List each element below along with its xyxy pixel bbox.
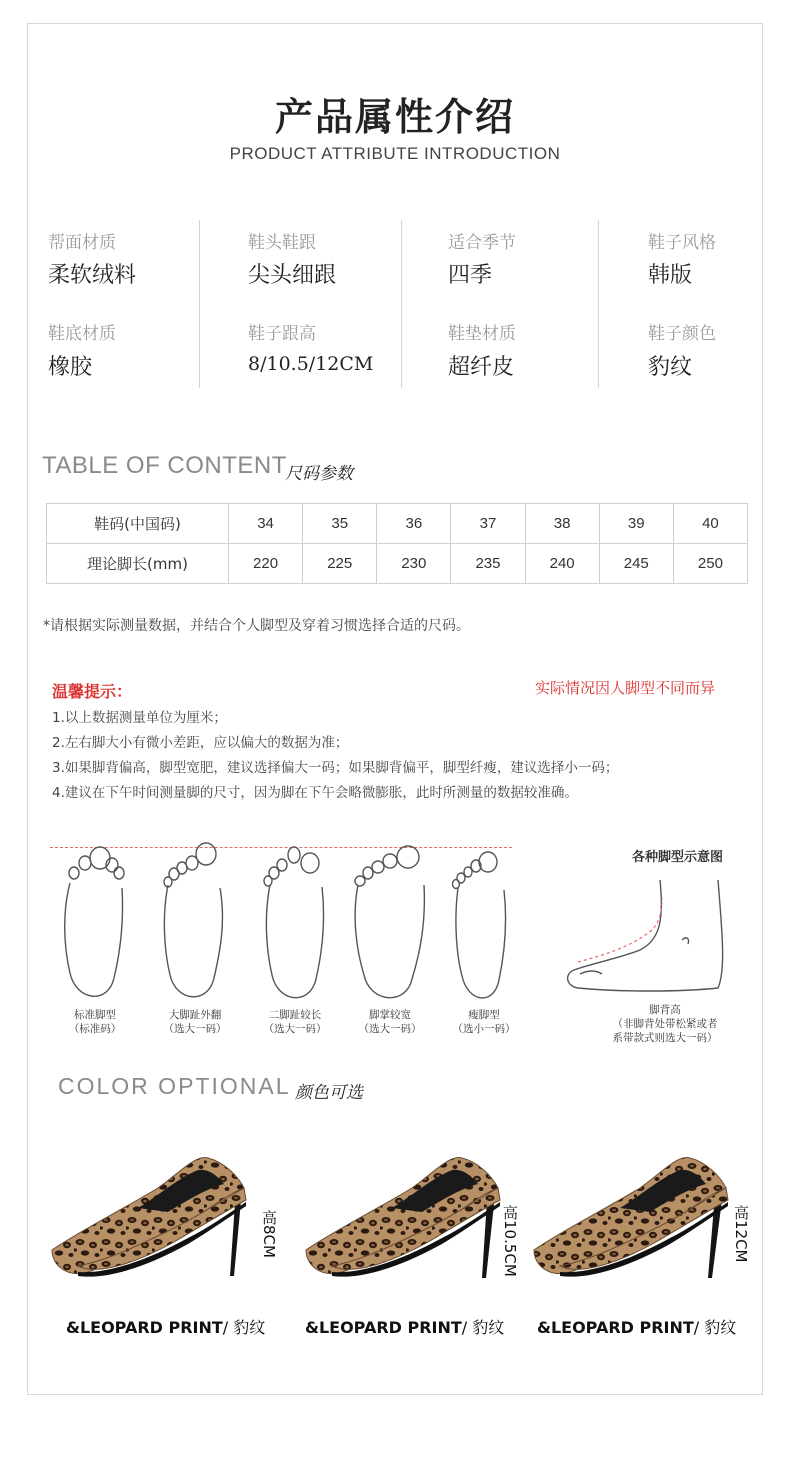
variant-name-cn: / 豹纹 bbox=[461, 1318, 505, 1337]
attr-value: 四季 bbox=[448, 263, 493, 288]
foot-type-name: 二脚趾较长 bbox=[268, 1009, 322, 1021]
table-cell: 230 bbox=[377, 544, 451, 584]
table-cell: 34 bbox=[229, 504, 303, 544]
attr-label: 鞋垫材质 bbox=[448, 324, 516, 344]
tip-item: 4.建议在下午时间测量脚的尺寸，因为脚在下午会略微膨胀，此时所测量的数据较准确。 bbox=[52, 785, 578, 801]
page-title: 产品属性介绍 bbox=[274, 95, 515, 139]
size-table bbox=[46, 503, 748, 584]
foot-type-advice: （选大一码） bbox=[263, 1023, 327, 1035]
attr-label: 适合季节 bbox=[448, 233, 516, 253]
foot-type-advice: （选大一码） bbox=[358, 1023, 422, 1035]
foot-type-name: 脚掌较宽 bbox=[369, 1009, 411, 1021]
table-row-label: 鞋码(中国码) bbox=[47, 504, 229, 544]
table-cell: 220 bbox=[229, 544, 303, 584]
size-section-heading-cn: 尺码参数 bbox=[285, 464, 353, 484]
attr-value: 尖头细跟 bbox=[248, 263, 337, 288]
table-cell: 38 bbox=[525, 504, 599, 544]
variant-name: &LEOPARD PRINT bbox=[537, 1318, 694, 1337]
foot-type-name: 标准脚型 bbox=[74, 1009, 116, 1021]
heel-height-label: 高12CM bbox=[732, 1205, 750, 1263]
foot-slim-icon bbox=[446, 848, 516, 1008]
attr-label: 鞋子风格 bbox=[648, 233, 716, 253]
leopard-pump-12cm-image[interactable] bbox=[530, 1138, 740, 1288]
foot-diagram-caption-line: 脚背高 bbox=[649, 1004, 681, 1016]
foot-type-caption bbox=[354, 1008, 426, 1036]
leopard-pump-8cm-image[interactable] bbox=[48, 1148, 258, 1288]
variant-caption bbox=[305, 1315, 504, 1338]
tip-item: 3.如果脚背偏高，脚型宽肥，建议选择偏大一码；如果脚背偏平，脚型纤瘦，建议选择小一码； bbox=[52, 760, 619, 776]
attr-label: 鞋头鞋跟 bbox=[248, 233, 316, 253]
foot-type-name: 瘦脚型 bbox=[468, 1009, 500, 1021]
tips-title: 温馨提示： bbox=[52, 682, 133, 701]
foot-long-second-toe-icon bbox=[258, 843, 336, 1008]
table-cell: 40 bbox=[673, 504, 747, 544]
variant-caption bbox=[537, 1315, 736, 1338]
table-row bbox=[47, 544, 748, 584]
attr-value: 豹纹 bbox=[648, 355, 693, 380]
heel-height-label: 高8CM bbox=[260, 1210, 278, 1258]
foot-type-advice: （选小一码） bbox=[452, 1023, 516, 1035]
color-section-heading: COLOR OPTIONAL bbox=[58, 1073, 291, 1099]
table-cell: 37 bbox=[451, 504, 525, 544]
color-section-heading-cn: 颜色可选 bbox=[295, 1083, 363, 1103]
variant-name: &LEOPARD PRINT bbox=[305, 1318, 462, 1337]
page-subtitle: PRODUCT ATTRIBUTE INTRODUCTION bbox=[229, 144, 561, 163]
foot-diagram-caption-line: （非脚背处带松紧或者 bbox=[612, 1018, 718, 1030]
table-cell: 35 bbox=[303, 504, 377, 544]
divider bbox=[401, 220, 402, 388]
high-instep-foot-icon bbox=[560, 870, 730, 998]
table-cell: 240 bbox=[525, 544, 599, 584]
variant-name-cn: / 豹纹 bbox=[693, 1318, 737, 1337]
table-cell: 245 bbox=[599, 544, 673, 584]
table-cell: 250 bbox=[673, 544, 747, 584]
tips-right-note: 实际情况因人脚型不同而异 bbox=[535, 679, 716, 697]
divider bbox=[199, 220, 200, 388]
table-cell: 235 bbox=[451, 544, 525, 584]
variant-name: &LEOPARD PRINT bbox=[66, 1318, 223, 1337]
leopard-pump-10-5cm-image[interactable] bbox=[302, 1148, 512, 1288]
table-cell: 225 bbox=[303, 544, 377, 584]
variant-name-cn: / 豹纹 bbox=[222, 1318, 266, 1337]
foot-type-advice: （标准码） bbox=[68, 1023, 122, 1035]
variant-caption bbox=[66, 1315, 265, 1338]
foot-type-caption bbox=[60, 1008, 130, 1036]
attr-label: 鞋底材质 bbox=[48, 324, 116, 344]
attr-value: 8/10.5/12CM bbox=[248, 353, 374, 375]
table-cell: 39 bbox=[599, 504, 673, 544]
foot-type-caption bbox=[159, 1008, 231, 1036]
foot-diagram-title: 各种脚型示意图 bbox=[632, 850, 724, 865]
tip-item: 2.左右脚大小有微小差距，应以偏大的数据为准； bbox=[52, 735, 349, 751]
foot-diagram-caption-line: 系带款式则选大一码） bbox=[612, 1032, 718, 1044]
foot-type-name: 大脚趾外翻 bbox=[168, 1009, 222, 1021]
foot-diagram-caption bbox=[585, 1003, 745, 1045]
heel-height-label: 高10.5CM bbox=[501, 1205, 519, 1277]
attr-value: 超纤皮 bbox=[448, 355, 515, 380]
attr-label: 帮面材质 bbox=[48, 233, 116, 253]
attr-label: 鞋子跟高 bbox=[248, 324, 316, 344]
size-note: *请根据实际测量数据，并结合个人脚型及穿着习惯选择合适的尺码。 bbox=[43, 618, 470, 634]
foot-standard-icon bbox=[56, 843, 134, 1008]
attr-value: 橡胶 bbox=[48, 355, 93, 380]
foot-type-caption bbox=[448, 1008, 520, 1036]
foot-type-advice: （选大一码） bbox=[163, 1023, 227, 1035]
foot-wide-icon bbox=[350, 843, 432, 1008]
attr-value: 柔软绒料 bbox=[48, 263, 137, 288]
table-row bbox=[47, 504, 748, 544]
table-row-label: 理论脚长(mm) bbox=[47, 544, 229, 584]
foot-type-caption bbox=[259, 1008, 331, 1036]
foot-bunion-icon bbox=[156, 840, 234, 1008]
attr-label: 鞋子颜色 bbox=[648, 324, 716, 344]
table-cell: 36 bbox=[377, 504, 451, 544]
attr-value: 韩版 bbox=[648, 263, 693, 288]
tip-item: 1.以上数据测量单位为厘米； bbox=[52, 710, 227, 726]
size-section-heading: TABLE OF CONTENT bbox=[42, 452, 287, 479]
divider bbox=[598, 220, 599, 388]
